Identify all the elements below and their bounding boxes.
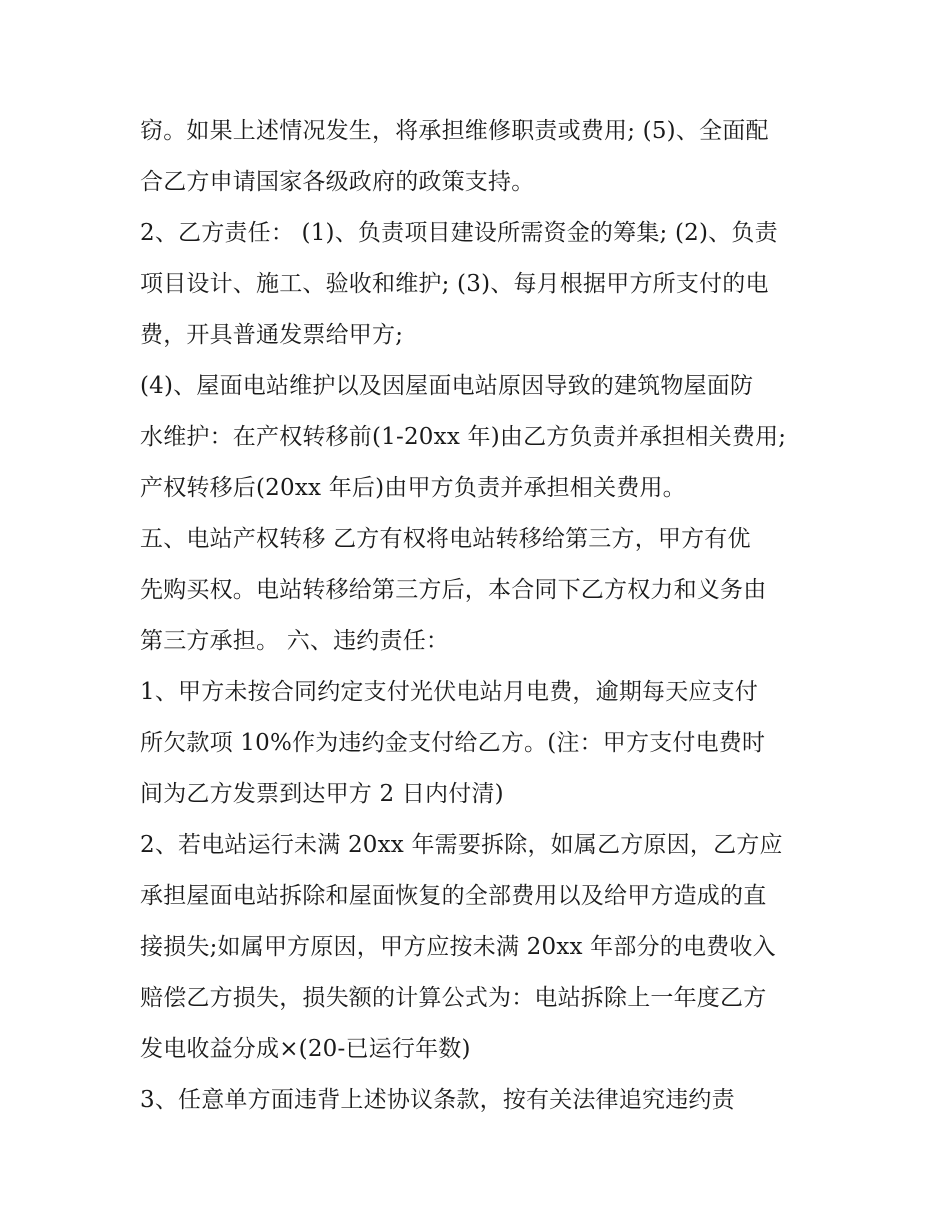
text-line: 2、乙方责任： (1)、负责项目建设所需资金的筹集; (2)、负责: [140, 220, 778, 246]
text-line: (4)、屋面电站维护以及因屋面电站原因导致的建筑物屋面防: [140, 373, 754, 399]
text-line: 发电收益分成×(20-已运行年数): [140, 1036, 471, 1062]
text-line: 赔偿乙方损失，损失额的计算公式为：电站拆除上一年度乙方: [140, 985, 767, 1011]
text-line: 费，开具普通发票给甲方;: [140, 322, 404, 348]
text-line: 水维护：在产权转移前(1-20xx 年)由乙方负责并承担相关费用;: [140, 424, 787, 450]
text-line: 间为乙方发票到达甲方 2 日内付清): [140, 781, 504, 807]
text-line: 产权转移后(20xx 年后)由甲方负责并承担相关费用。: [140, 475, 686, 501]
text-line: 五、电站产权转移 乙方有权将电站转移给第三方，甲方有优: [140, 526, 751, 552]
text-line: 第三方承担。 六、违约责任：: [140, 628, 450, 654]
text-line: 2、若电站运行未满 20xx 年需要拆除，如属乙方原因，乙方应: [140, 832, 783, 858]
text-line: 窃。如果上述情况发生，将承担维修职责或费用; (5)、全面配: [140, 118, 769, 144]
text-line: 承担屋面电站拆除和屋面恢复的全部费用以及给甲方造成的直: [140, 883, 767, 909]
text-line: 所欠款项 10%作为违约金支付给乙方。(注：甲方支付电费时: [140, 730, 766, 756]
text-line: 先购买权。电站转移给第三方后，本合同下乙方权力和义务由: [140, 577, 767, 603]
text-line: 1、甲方未按合同约定支付光伏电站月电费，逾期每天应支付: [140, 679, 759, 705]
text-line: 3、任意单方面违背上述协议条款，按有关法律追究违约责: [140, 1087, 735, 1113]
text-line: 项目设计、施工、验收和维护; (3)、每月根据甲方所支付的电: [140, 271, 769, 297]
text-line: 合乙方申请国家各级政府的政策支持。: [140, 169, 535, 195]
text-line: 接损失;如属甲方原因，甲方应按未满 20xx 年部分的电费收入: [140, 934, 776, 960]
document-body: [140, 106, 840, 1126]
